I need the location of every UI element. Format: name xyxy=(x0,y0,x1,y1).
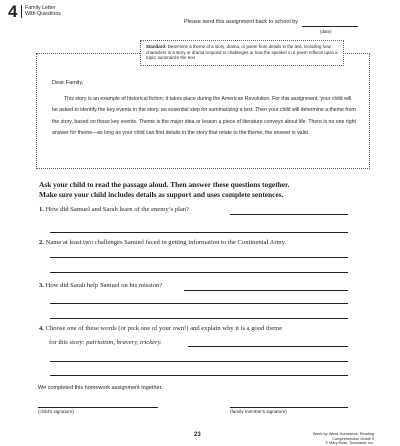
return-instruction: Please send this assignment back to school by xyxy=(184,19,299,25)
answer-line[interactable] xyxy=(50,232,348,233)
question-text: How did Samuel and Sarah learn of the enemy’s plan? xyxy=(45,206,189,213)
answer-line[interactable] xyxy=(50,375,348,376)
question-number: 2. xyxy=(39,239,44,246)
lesson-type-label xyxy=(25,5,61,18)
header-divider xyxy=(21,5,22,18)
question-text: Choose one of these words (or pick one of your own!) and explain why it is a good theme xyxy=(45,325,283,332)
letter-body xyxy=(52,94,356,139)
standard-description: Determine a theme of a story, drama, or poem from details in the text, including how characters in a story or drama respond to challenges or how the speaker in a poem reflects upon a topic; summarize the text. xyxy=(146,44,338,61)
return-date-line[interactable] xyxy=(302,26,358,27)
instructions xyxy=(39,180,379,199)
answer-line[interactable] xyxy=(50,303,348,304)
question-4-line2 xyxy=(49,339,162,346)
lesson-number: 4 xyxy=(8,2,18,21)
standard-text xyxy=(146,44,342,61)
credit-line1: Week-by-Week Homework: Reading Comprehension Grade 5 xyxy=(312,432,374,441)
family-signature-label: (family member’s signature) xyxy=(230,409,287,414)
answer-line[interactable] xyxy=(188,346,348,347)
letter-greeting: Dear Family, xyxy=(52,80,84,86)
child-signature-label: (child’s signature) xyxy=(38,409,74,414)
question-4 xyxy=(39,325,282,332)
question-number: 4. xyxy=(39,325,44,332)
question-text: Name at least two challenges Samuel faced in getting information to the Continental Army. xyxy=(45,239,287,246)
lesson-type-line1: Family Letter xyxy=(25,5,56,11)
instructions-line2: Make sure your child includes details as support and uses complete sentences. xyxy=(39,189,284,199)
question-number: 1. xyxy=(39,206,44,213)
completion-statement: We completed this homework assignment together. xyxy=(38,385,163,391)
question-1 xyxy=(39,206,189,213)
question-number: 3. xyxy=(39,282,44,289)
answer-line[interactable] xyxy=(50,272,348,273)
answer-line[interactable] xyxy=(50,257,348,258)
letter-paragraph: This story is an example of historical fiction; it takes place during the American Revolution. For this assignment, your child will be asked to identify the key events in the story, an essential step for summarizing a text. Then your child will determine a theme from the story, based on those key events. Theme is the major idea or lesson a piece of literature conveys about life. There is no one right answer for theme—as long as your child can find details in the story that relate to the theme, the answer is valid. xyxy=(52,96,356,136)
question-text: for this story: xyxy=(49,339,85,346)
answer-line[interactable] xyxy=(184,290,348,291)
answer-line[interactable] xyxy=(50,318,348,319)
page-number: 23 xyxy=(194,432,201,438)
question-2 xyxy=(39,239,286,246)
child-signature-line[interactable] xyxy=(38,407,158,408)
theme-word-choices: patriotism, bravery, trickery. xyxy=(86,339,162,346)
answer-line[interactable] xyxy=(50,361,348,362)
publisher-credit xyxy=(294,432,374,446)
question-text: How did Sarah help Samuel on his mission? xyxy=(45,282,163,289)
standard-label: Standard: xyxy=(146,44,167,49)
credit-line2: © Mary Rose, Scholastic Inc. xyxy=(325,441,374,446)
date-caption: (date) xyxy=(320,29,332,34)
family-signature-line[interactable] xyxy=(230,407,348,408)
instructions-line1: Ask your child to read the passage aloud. Then answer these questions together. xyxy=(39,180,290,189)
answer-line[interactable] xyxy=(230,214,348,215)
lesson-type-line2: With Questions xyxy=(25,11,61,18)
question-3 xyxy=(39,282,162,289)
